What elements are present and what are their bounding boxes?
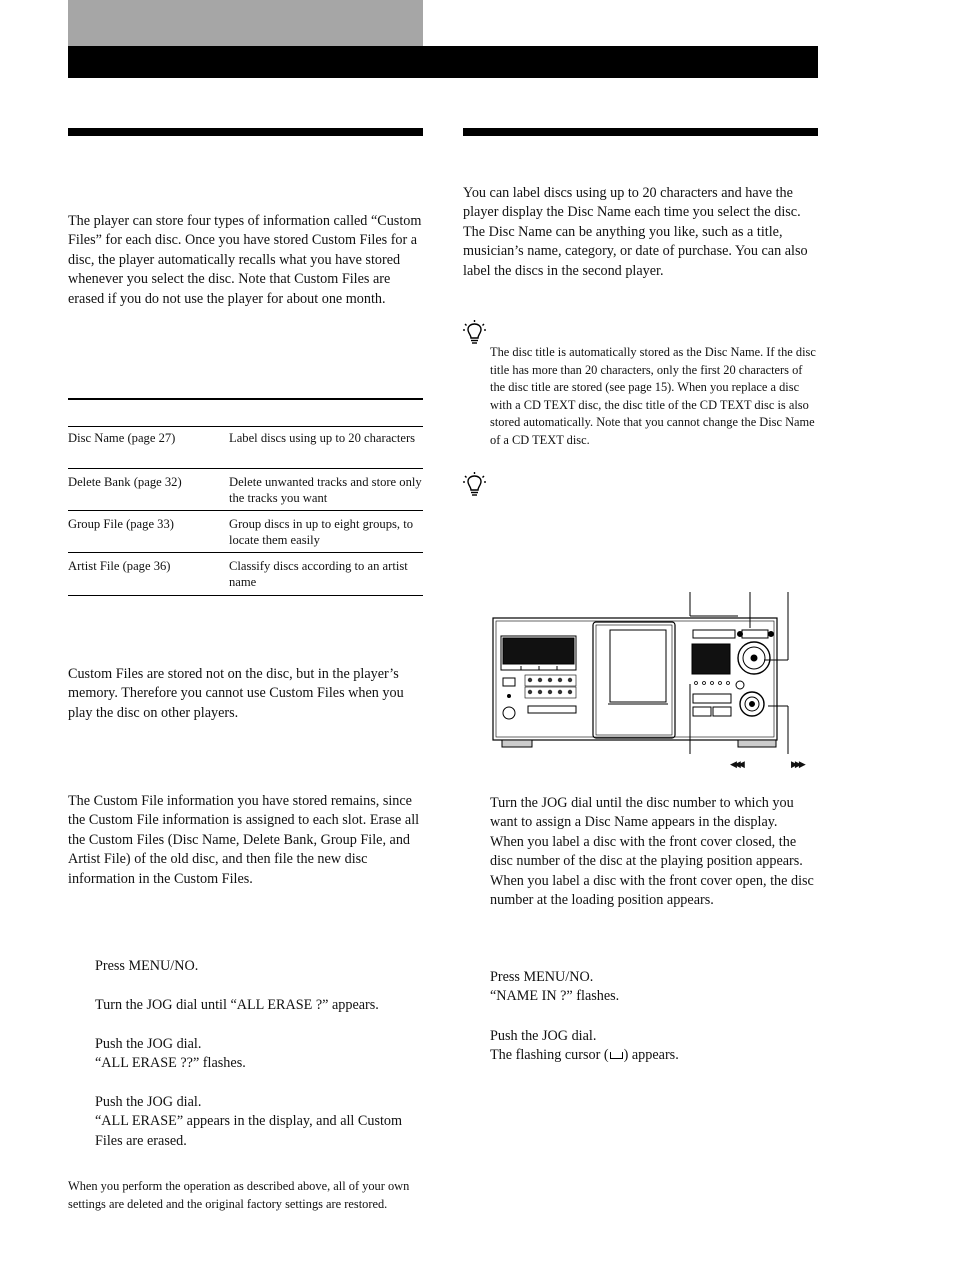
step-note-open: When you label a disc with the front cover open, the disc number at the loading position appears. xyxy=(490,872,814,909)
table-row xyxy=(68,511,423,553)
header-black-bar xyxy=(68,46,818,78)
table-cell-file: Group File (page 33) xyxy=(68,517,174,531)
slot-note: The Custom File information you have stored remains, since the Custom File information is assigned to each slot. Erase all the Custom Files (Disc Name, Delete Bank, Group File, and Artist File) of the old disc, and then file the new disc information in the Custom Files. xyxy=(68,793,420,887)
table-cell-file: Artist File (page 36) xyxy=(68,559,171,573)
cursor-text-after: ) appears. xyxy=(623,1047,679,1064)
cursor-text-before: The flashing cursor ( xyxy=(490,1047,609,1064)
erase-step-4 xyxy=(95,1093,425,1151)
table-row xyxy=(68,427,423,469)
table-row xyxy=(68,553,423,596)
table-row xyxy=(68,469,423,511)
header-gray-tab xyxy=(68,0,423,46)
step-text: Turn the JOG dial until the disc number to which you want to assign a Disc Name appears in the display. xyxy=(490,795,794,831)
right-section-rule xyxy=(463,128,818,136)
cd-player-illustration xyxy=(488,588,818,754)
step-text: Push the JOG dial. xyxy=(95,1094,202,1110)
tip-disc-title: The disc title is automatically stored as the Disc Name. If the disc title has more than 20 characters, only the first 20 characters of the disc title are stored (see page 15). When you replace a disc with a CD TEXT disc, the disc title of the CD TEXT disc is also stored automatically. Note that you cannot change the Disc Name of a CD TEXT disc. xyxy=(490,345,816,447)
disc-name-intro: You can label discs using up to 20 characters and have the player display the Disc Name each time you select the disc. The Disc Name can be anything you like, such as a title, musician’s name, category, or date of purchase. You can also label the discs in the second player. xyxy=(463,185,808,279)
step-text: Push the JOG dial. xyxy=(490,1028,597,1044)
custom-files-table xyxy=(68,427,423,596)
erase-step-1: Press MENU/NO. xyxy=(95,958,199,974)
table-cell-file: Disc Name (page 27) xyxy=(68,431,176,445)
step-result: “ALL ERASE ??” flashes. xyxy=(95,1055,246,1072)
name-step-3 xyxy=(490,1027,820,1066)
name-step-2 xyxy=(490,968,820,1007)
erase-footnote: When you perform the operation as described above, all of your own settings are deleted and the original factory settings are restored. xyxy=(68,1179,410,1211)
step-result xyxy=(490,1046,820,1065)
skip-forward-icon: ▶▶▶ xyxy=(791,760,803,770)
table-cell-desc: Delete unwanted tracks and store only the tracks you want xyxy=(229,475,422,505)
custom-files-intro: The player can store four types of information called “Custom Files” for each disc. Once you have stored Custom Files for a disc, the player automatically recalls what you have stored whenever you select the disc. Note that Custom Files are erased if you do not use the player for about one month. xyxy=(68,213,422,307)
step-result: “ALL ERASE” appears in the display, and all Custom Files are erased. xyxy=(95,1113,403,1149)
table-cell-desc: Group discs in up to eight groups, to locate them easily xyxy=(229,517,413,547)
skip-back-icon: ◀◀◀ xyxy=(730,760,742,770)
table-cell-file: Delete Bank (page 32) xyxy=(68,475,182,489)
table-cell-desc: Label discs using up to 20 characters xyxy=(229,431,416,445)
flashing-cursor-icon xyxy=(610,1052,623,1059)
tip-lightbulb-icon xyxy=(463,472,487,498)
table-cell-desc: Classify discs according to an artist name xyxy=(229,559,408,589)
table-top-rule xyxy=(68,398,423,400)
left-section-rule xyxy=(68,128,423,136)
step-text: Push the JOG dial. xyxy=(95,1036,202,1052)
erase-step-2: Turn the JOG dial until “ALL ERASE ?” appears. xyxy=(95,997,379,1013)
step-result: “NAME IN ?” flashes. xyxy=(490,988,620,1005)
name-step-1 xyxy=(490,794,820,910)
step-text: Press MENU/NO. xyxy=(490,969,594,985)
tip-lightbulb-icon xyxy=(463,320,487,346)
step-note-closed: When you label a disc with the front cover closed, the disc number of the disc at the playing position appears. xyxy=(490,833,803,870)
erase-step-3 xyxy=(95,1035,425,1074)
memory-note: Custom Files are stored not on the disc, but in the player’s memory. Therefore you cannot use Custom Files when you play the disc on other players. xyxy=(68,666,404,721)
